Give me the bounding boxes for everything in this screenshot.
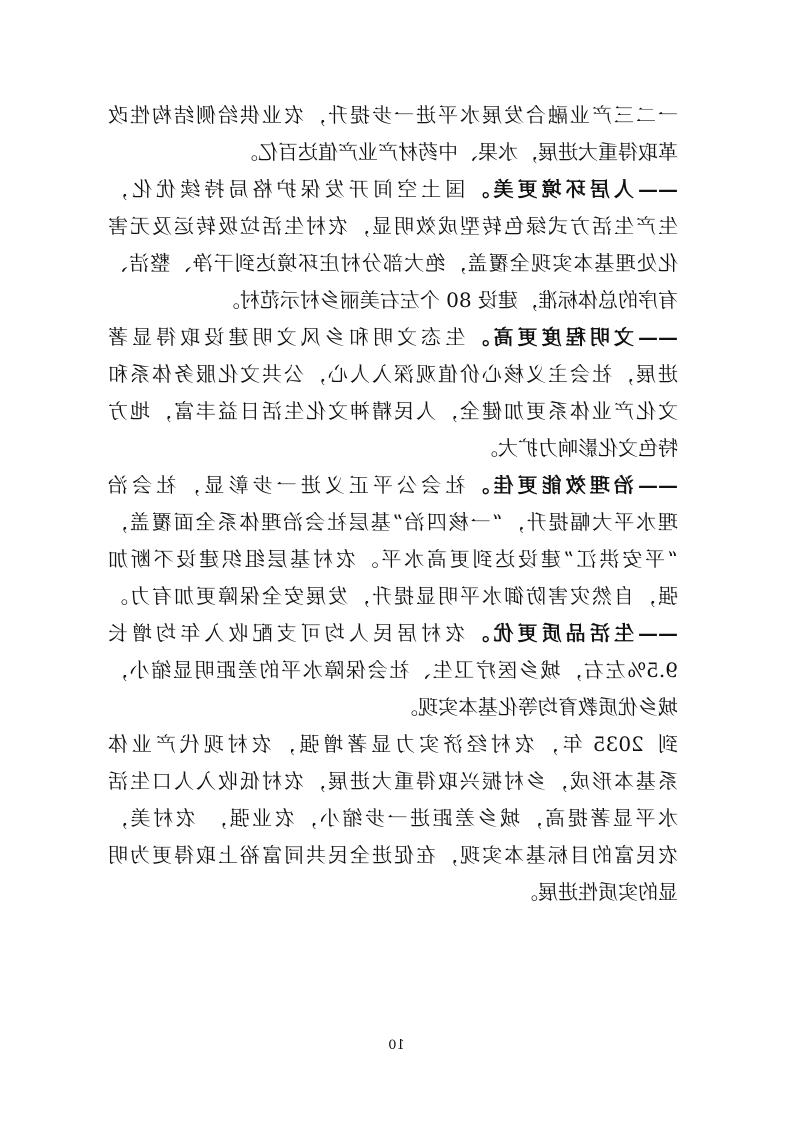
text-line xyxy=(108,467,678,504)
text-line: 特色文化影响力扩大。 xyxy=(478,436,678,460)
text-line: 进展，社会主义核心价值观深入人心，公共文化服务体系和 xyxy=(108,362,678,386)
text-line: 化处理基本实现全覆盖，绝大部分村庄环境达到干净、整洁、 xyxy=(108,251,678,275)
text-line: 有序的总体标准，建设 80 个左右美丽乡村示范村。 xyxy=(219,288,678,312)
section-heading: ——文明程度更高。 xyxy=(465,325,678,349)
section-heading: ——生活品质更优。 xyxy=(465,621,678,645)
page-number: 10 xyxy=(388,1038,405,1053)
section-text: 农村居民人均可支配收入年均增长 xyxy=(108,621,466,645)
section-heading: ——治理效能更佳。 xyxy=(465,473,678,497)
section-text: 生态文明和乡风文明建设取得显著 xyxy=(108,325,466,349)
section-text: 国土空间开发保护格局持续优化， xyxy=(108,177,466,201)
text-line: 理水平大幅提升，“一核四治”基层社会治理体系全面覆盖， xyxy=(108,510,678,534)
text-line: 9.5%左右，城乡医疗卫生、社会保障水平的差距明显缩小， xyxy=(108,658,678,682)
text-line: 文化产业体系更加健全，人民精神文化生活日益丰富，地方 xyxy=(108,399,678,423)
text-line: 农民富的目标基本实现，在促进全民共同富裕上取得更为明 xyxy=(108,843,678,867)
text-line xyxy=(108,171,678,208)
text-line: 城乡优质教育均等化基本实现。 xyxy=(398,695,678,719)
text-line: 革取得重大进展，水果、中药材产业产值达百亿。 xyxy=(238,140,678,164)
text-line xyxy=(108,319,678,356)
text-line xyxy=(108,615,678,652)
section-heading: ——人居环境更美。 xyxy=(465,177,678,201)
section-text: 社会公平正义进一步彰显，社会治 xyxy=(108,473,466,497)
text-line: 系基本形成，乡村振兴取得重大进展，农村低收入人口生活 xyxy=(108,769,678,793)
text-line: 生产生活方式绿色转型成效明显，农村生活垃圾转运及无害 xyxy=(108,214,678,238)
body-text xyxy=(108,97,678,911)
text-line: 一二三产业融合发展水平进一步提升，农业供给侧结构性改 xyxy=(108,103,678,127)
text-line: “平安洪江”建设达到更高水平。农村基层组织建设不断加 xyxy=(108,547,678,571)
text-line: 到 2035 年，农村经济实力显著增强，农村现代产业体 xyxy=(108,732,678,756)
text-line: 显的实质性进展。 xyxy=(518,880,678,904)
text-line: 强，自然灾害防御水平明显提升，发展安全保障更加有力。 xyxy=(108,584,678,608)
text-line: 水平显著提高，城乡差距进一步缩小，农业强， 农村美， xyxy=(108,806,678,830)
